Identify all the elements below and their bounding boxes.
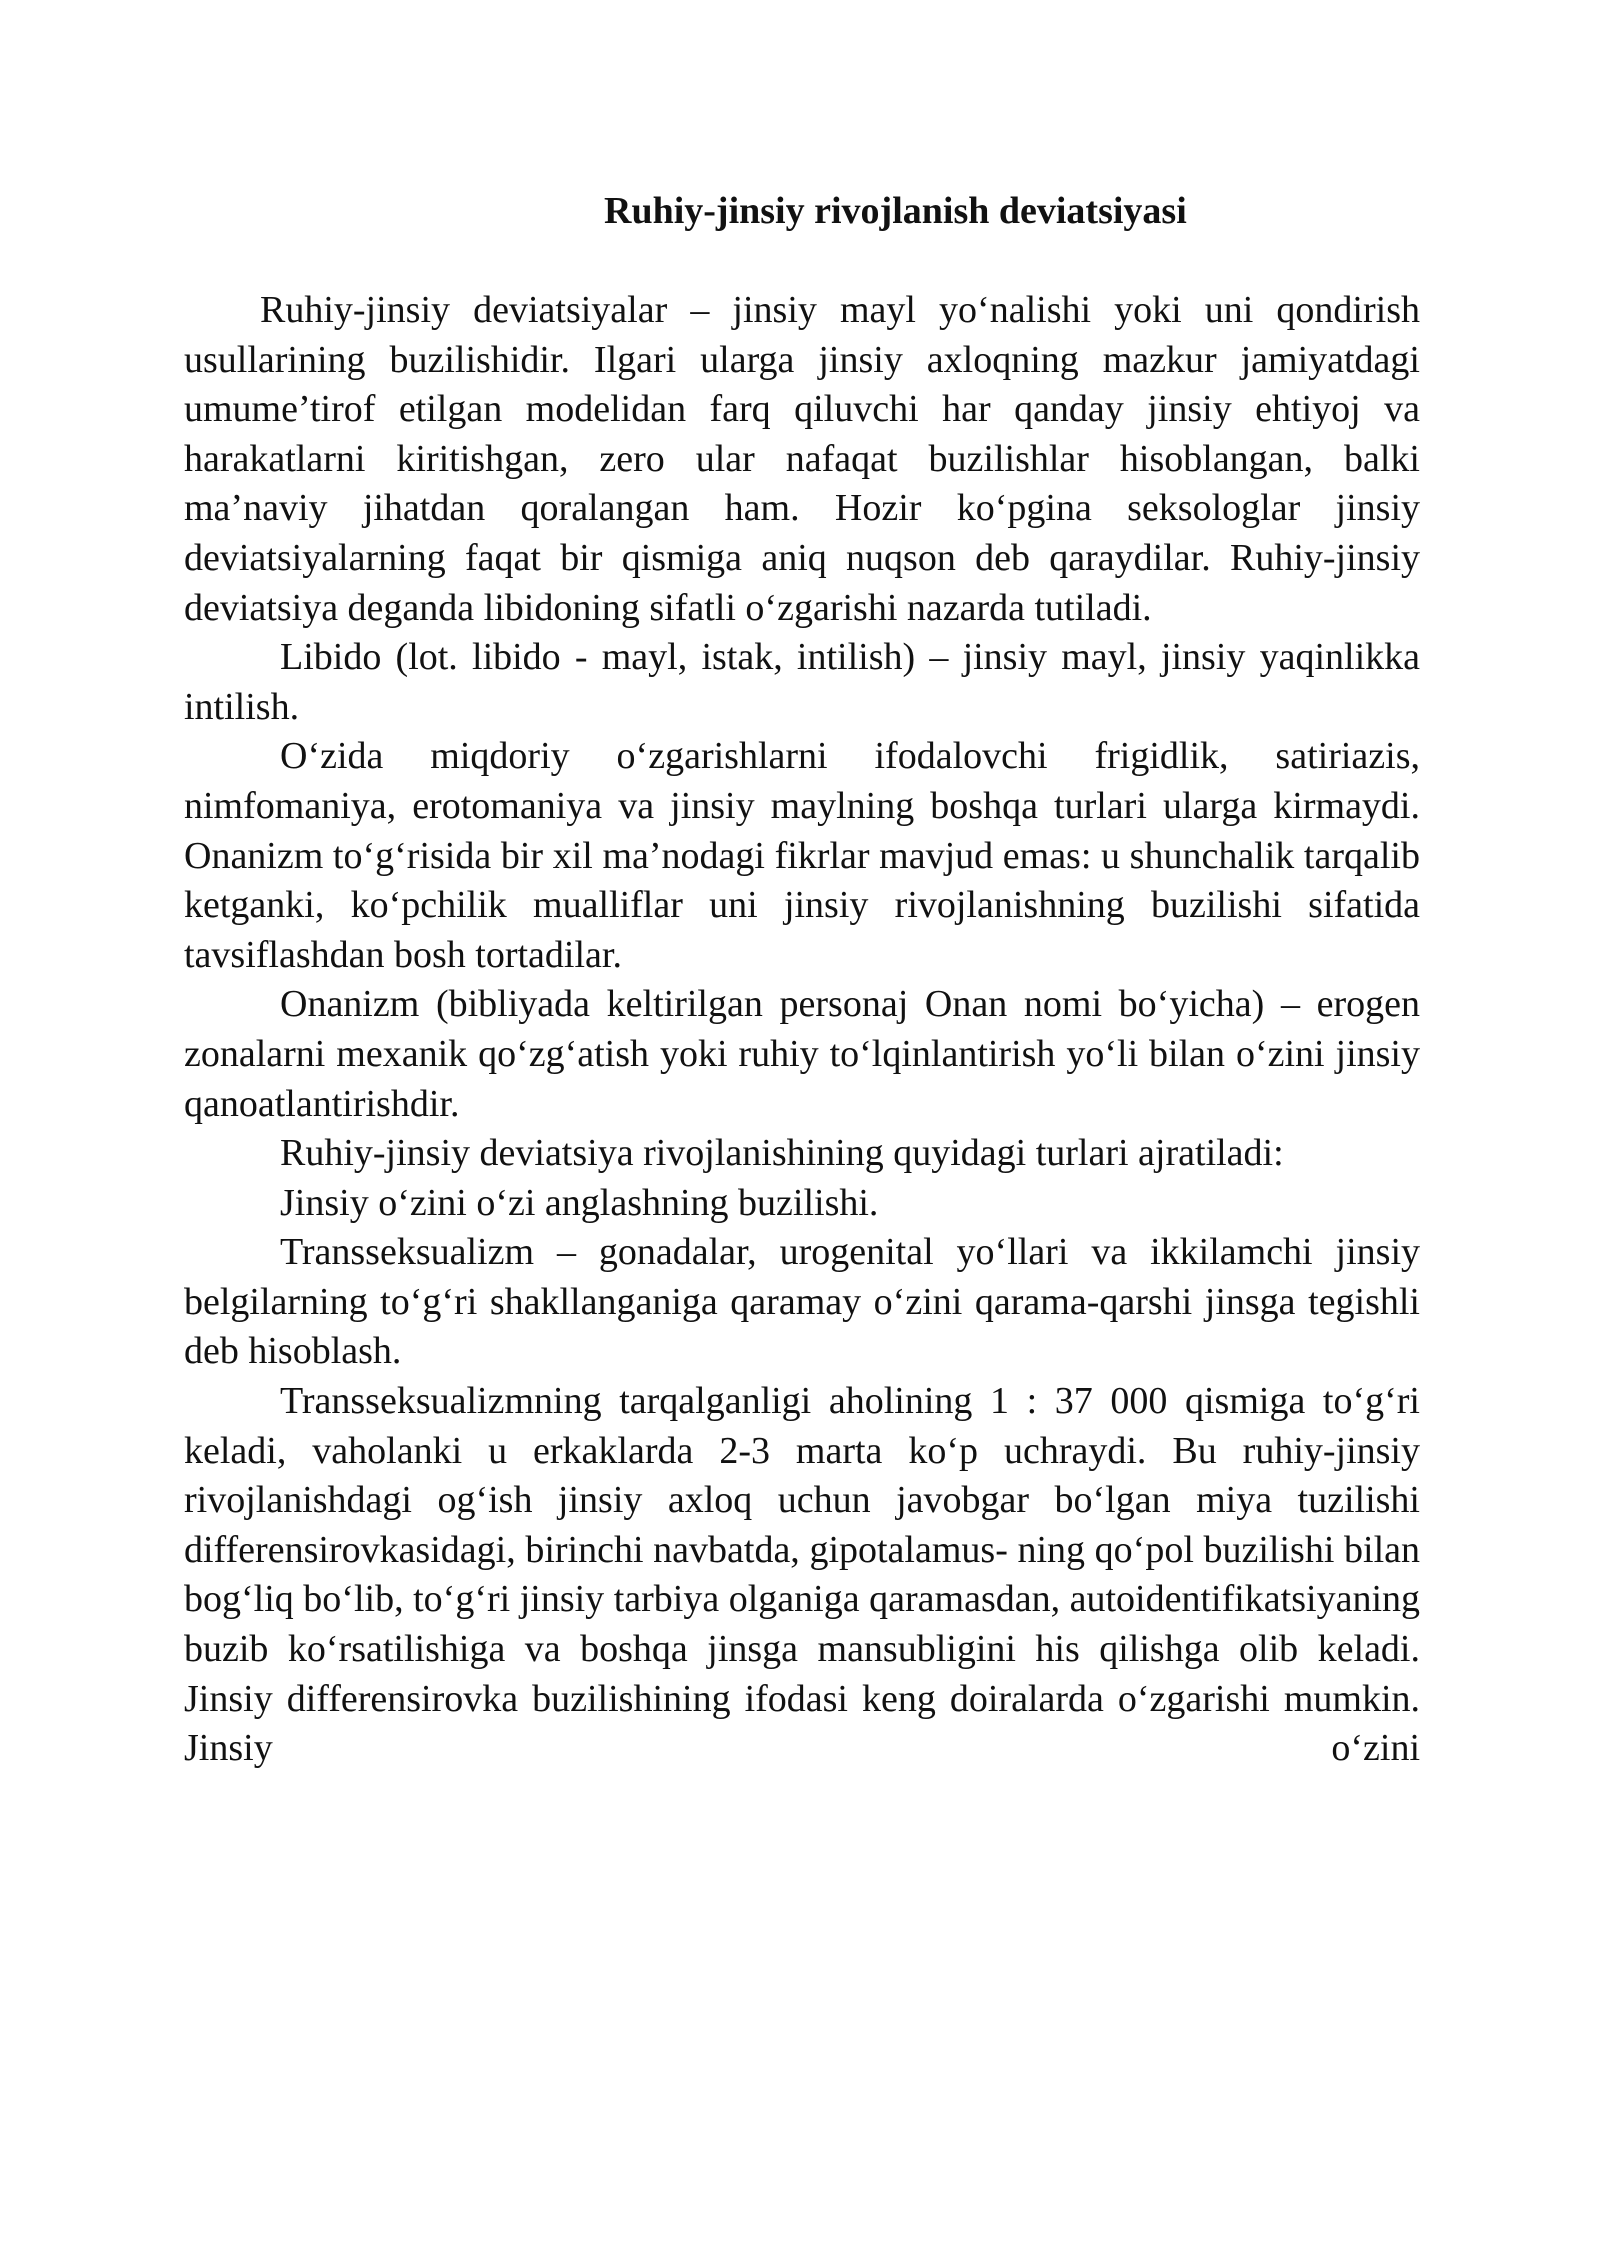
paragraph-prevalence: Transseksualizmning tarqalganligi aholining 1 : 37 000 qismiga to‘g‘ri keladi, vaholanki u erkaklarda 2-3 marta ko‘p uchraydi. Bu ruhiy-jinsiy rivojlanishdagi og‘ish jinsiy axloq uchun javobgar bo‘lgan miya tuzilishi differensirovkasidagi, birinchi navbatda, gipotalamus- ning qo‘pol buzilishi bilan bog‘liq bo‘lib, to‘g‘ri jinsiy tarbiya olganiga qaramasdan, autoidentifikatsiyaning buzib ko‘rsatilishiga va boshqa jinsga mansubligini his qilishga olib keladi. Jinsiy differensirovka buzilishining ifodasi keng doiralarda o‘zgarishi mumkin. Jinsiy o‘zini xyxy=(184,1380,1420,1770)
paragraph-quantitative-changes: O‘zida miqdoriy o‘zgarishlarni ifodalovchi frigidlik, satiriazis, nimfomaniya, erotomaniya va jinsiy maylning boshqa turlari ularga kirmaydi. Onanizm to‘g‘risida bir xil ma’nodagi fikrlar mavjud emas: u shunchalik tarqalib ketganki, ko‘pchilik mualliflar uni jinsiy rivojlanishning buzilishi sifatida tavsiflashdan bosh tortadilar. xyxy=(184,735,1420,976)
page-title: Ruhiy-jinsiy rivojlanish deviatsiyasi xyxy=(604,190,1187,232)
paragraph-types-intro: Ruhiy-jinsiy deviatsiya rivojlanishining quyidagi turlari ajratiladi: xyxy=(280,1132,1284,1175)
paragraph-identity-disorder: Jinsiy o‘zini o‘zi anglashning buzilishi. xyxy=(280,1181,879,1224)
paragraph-onanism: Onanizm (bibliyada keltirilgan personaj Onan nomi bo‘yicha) – erogen zonalarni mexanik qo‘zg‘atish yoki ruhiy to‘lqinlantirish yo‘li bilan o‘zini jinsiy qanoatlantirishdir. xyxy=(184,983,1420,1125)
paragraph-libido: Libido (lot. libido - mayl, istak, intilish) – jinsiy mayl, jinsiy yaqinlikka intilish. xyxy=(184,636,1420,728)
paragraph-definition: Ruhiy-jinsiy deviatsiyalar – jinsiy mayl yo‘nalishi yoki uni qondirish usullarining buzilishidir. Ilgari ularga jinsiy axloqning mazkur jamiyatdagi umume’tirof etilgan modelidan farq qiluvchi har qanday jinsiy ehtiyoj va harakatlarni kiritishgan, zero ular nafaqat buzilishlar hisoblangan, balki ma’naviy jihatdan qoralangan ham. Hozir ko‘pgina seksologlar jinsiy deviatsiyalarning faqat bir qismiga aniq nuqson deb qaraydilar. Ruhiy-jinsiy deviatsiya deganda libidoning sifatli o‘zgarishi nazarda tutiladi. xyxy=(184,289,1420,629)
paragraph-transsexualism: Transseksualizm – gonadalar, urogenital yo‘llari va ikkilamchi jinsiy belgilarning to‘g‘ri shakllanganiga qaramay o‘zini qarama-qarshi jinsga tegishli deb hisoblash. xyxy=(184,1231,1420,1373)
document-body xyxy=(184,286,1420,1774)
